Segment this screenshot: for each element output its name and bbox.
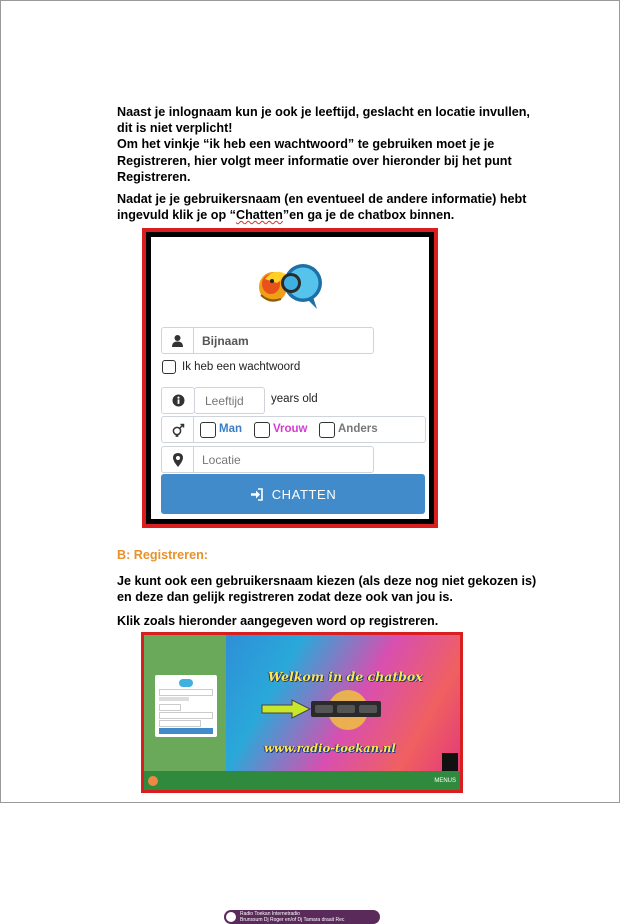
paragraph-register [117,573,567,605]
mini-location-field [159,720,201,727]
gender-anders-checkbox[interactable] [319,422,335,438]
intro-line-5: Registreren. [117,169,191,184]
mini-age-field [159,704,181,711]
gender-man-label: Man [219,423,242,435]
login-screenshot-frame [142,228,438,528]
pause-icon[interactable] [226,912,236,922]
register-option[interactable] [337,705,355,713]
password-checkbox[interactable] [162,360,176,374]
location-placeholder: Locatie [202,453,241,467]
paragraph-intro [117,104,567,185]
chatten-button-label: CHATTEN [271,486,337,502]
welcome-title: Welkom in de chatbox [268,669,423,684]
chatten-word: Chatten [235,208,283,223]
nickname-placeholder: Bijnaam [202,334,249,348]
mini-chatten-button [159,728,213,734]
intro-line-4: Registreren, hier volgt meer informatie over hieronder bij het punt [117,153,512,168]
intro-line-1: Naast je inlognaam kun je ook je leeftijd, geslacht en locatie invullen, [117,105,530,119]
gender-field [161,416,426,443]
radio-player[interactable] [224,910,380,924]
paragraph-chatten [117,191,567,223]
gender-vrouw-label: Vrouw [273,423,308,435]
intro-line-3: Om het vinkje “ik heb een wachtwoord” te gebruiken moet je je [117,137,495,152]
gender-man-checkbox[interactable] [200,422,216,438]
paragraph-instruction: Klik zoals hieronder aangegeven word op registreren. [117,614,439,628]
gender-vrouw-checkbox[interactable] [254,422,270,438]
location-field[interactable] [161,446,374,473]
footer-logo-icon [148,776,158,786]
video-thumbnail [442,753,458,771]
mini-gender-field [159,712,213,719]
login-screenshot-border [146,232,434,524]
player-station: Radio Toekan Internetradio [240,911,300,917]
info-icon-cell [161,387,195,414]
chatbox-footer [144,771,460,923]
mini-nickname-field [159,689,213,696]
age-input[interactable] [194,387,265,414]
chatten-button[interactable] [161,474,425,514]
chatbox-screenshot [144,635,460,923]
login-form-panel [151,237,429,519]
info-icon [162,388,194,413]
site-url: www.radio-toekan.nl [264,741,396,755]
register-dialog [311,701,381,717]
intro-line-2: dit is niet verplicht! [117,121,233,136]
chat-logo-icon [251,257,331,313]
mini-password-label [159,697,189,701]
chatbox-screenshot-frame [141,632,463,923]
player-track: Brunssum Dj Roger en/of Dj Tamara draait Rec [240,917,345,923]
nickname-field[interactable] [161,327,374,354]
gender-anders-label: Anders [338,423,378,435]
mini-login-card [155,675,217,737]
gender-icon [162,417,194,442]
mini-logo-icon [179,679,193,687]
section-b-heading: B: Registreren: [117,548,208,562]
chatten-line-2-pre: ingevuld klik je op “ [117,208,236,223]
login-option[interactable] [315,705,333,713]
register-line-1: Je kunt ook een gebruikersnaam kiezen (als deze nog niet gekozen is) [117,574,537,588]
chatbox-banner [226,635,460,771]
sign-in-icon [250,488,263,501]
map-marker-icon [162,447,194,472]
menus-label[interactable]: MENUS [434,778,456,784]
register-line-2: en deze dan gelijk registreren zodat deze ook van jou is. [117,590,453,605]
guest-option[interactable] [359,705,377,713]
pointer-arrow-icon [260,699,312,719]
age-placeholder: Leeftijd [205,394,244,408]
password-checkbox-label: Ik heb een wachtwoord [182,361,301,373]
chatten-line-1: Nadat je je gebruikersnaam (en eventueel de andere informatie) hebt [117,192,527,206]
chatten-line-2-post: ”en ga je de chatbox binnen. [282,208,455,223]
age-suffix: years old [271,393,318,405]
user-icon [162,328,194,353]
